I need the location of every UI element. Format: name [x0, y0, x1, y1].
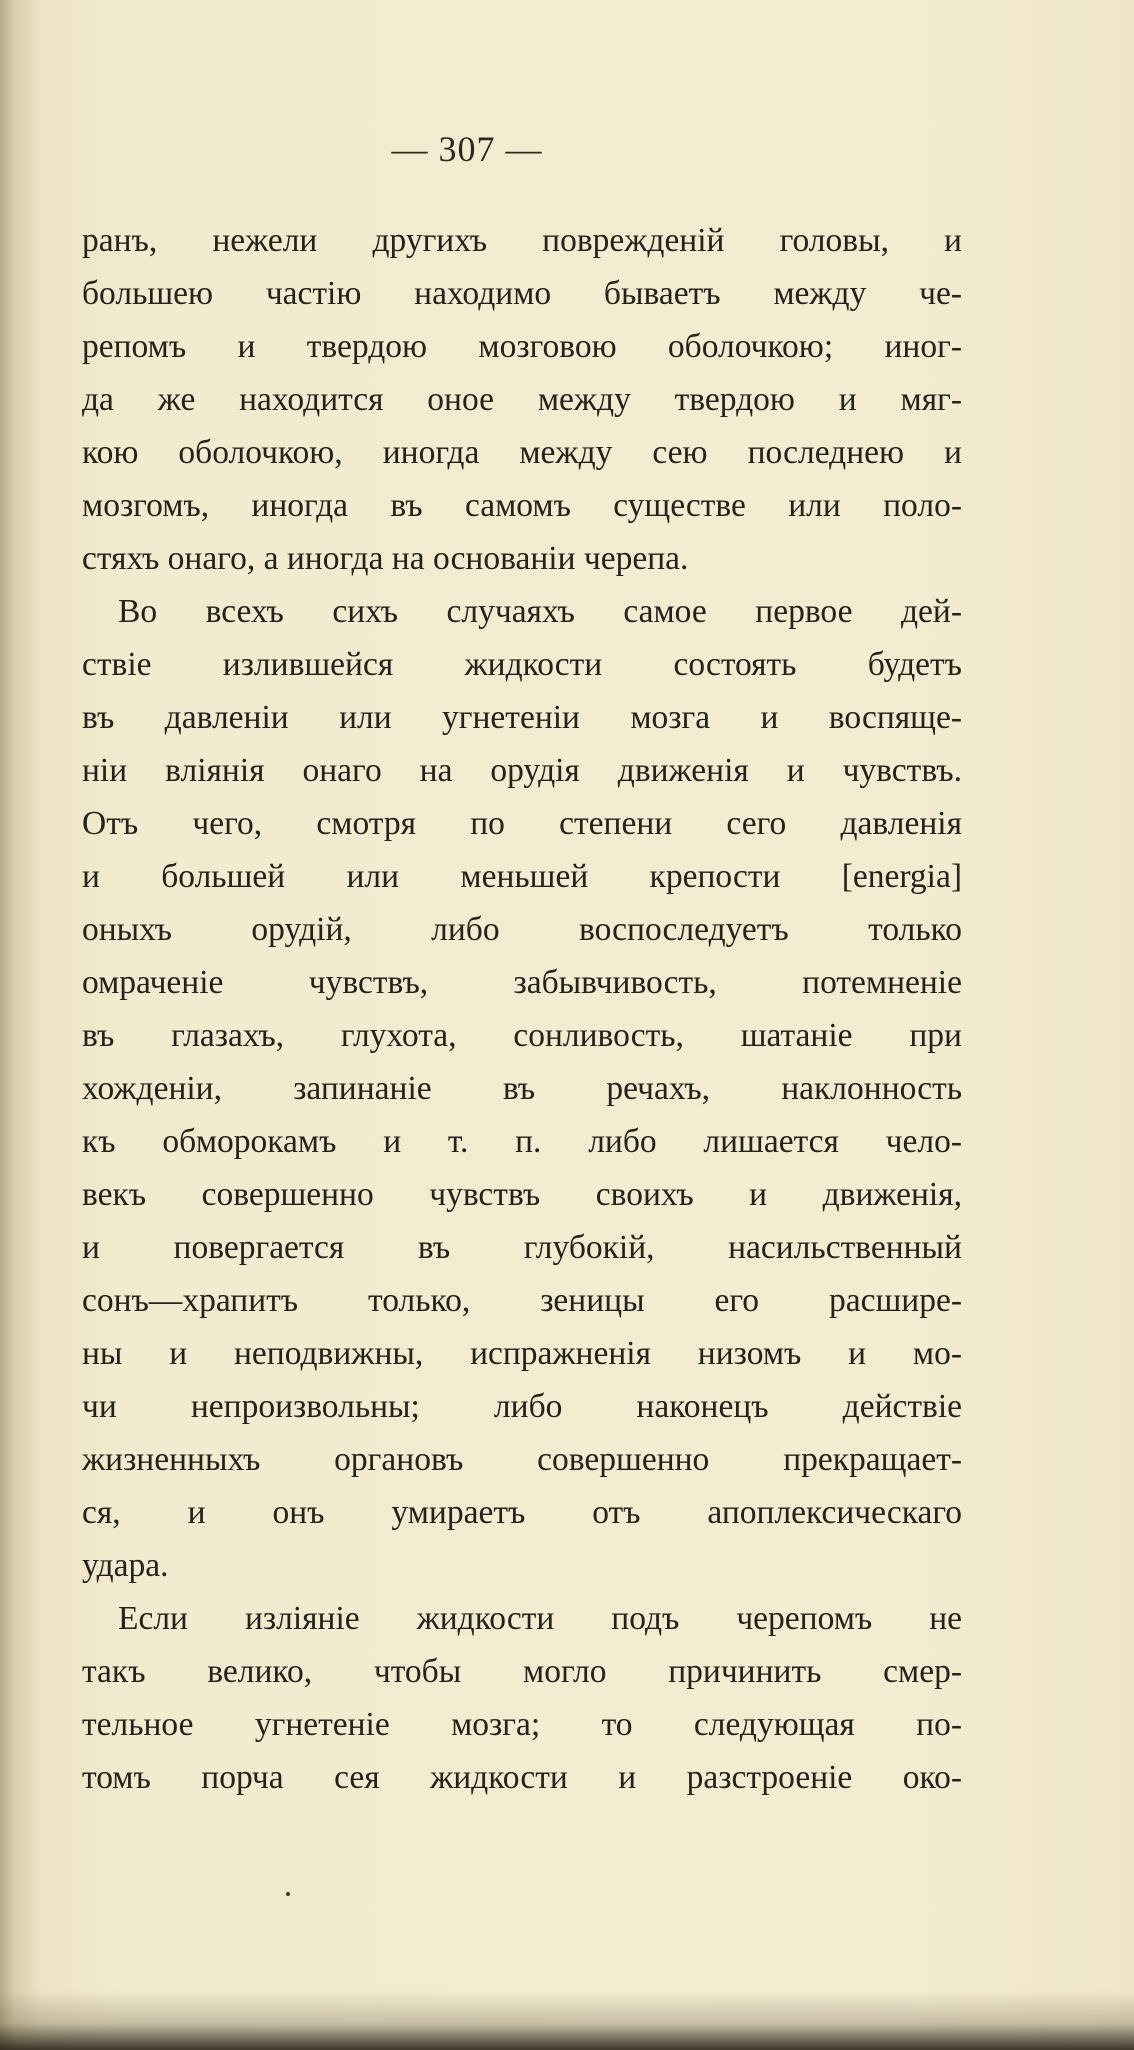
text-line: репомъ и твердою мозговою оболочкою; иног- — [82, 328, 962, 365]
page-bottom-shadow — [0, 1990, 1134, 2050]
text-line: Если изліяніе жидкости подъ черепомъ не — [118, 1600, 962, 1637]
text-line: жизненныхъ органовъ совершенно прекращает- — [82, 1441, 962, 1478]
text-line: и большей или меньшей крепости [energia] — [82, 858, 962, 895]
page-number: — 307 — — [391, 129, 543, 169]
text-line: Отъ чего, смотря по степени сего давленія — [82, 805, 962, 842]
text-line: да же находится оное между твердою и мяг- — [82, 381, 962, 418]
text-line: сонъ—храпитъ только, зеницы его расшире- — [82, 1282, 962, 1319]
text-line: векъ совершенно чувствъ своихъ и движенія, — [82, 1176, 962, 1213]
text-line: и повергается въ глубокій, насильственный — [82, 1229, 962, 1266]
body-text — [82, 214, 962, 1804]
text-line: стяхъ онаго, а иногда на основаніи черепа. — [82, 540, 689, 577]
text-line: Во всехъ сихъ случаяхъ самое первое дей- — [118, 593, 962, 630]
text-line: омраченіе чувствъ, забывчивость, потемненіе — [82, 964, 962, 1001]
text-line: ны и неподвижны, испражненія низомъ и мо- — [82, 1335, 962, 1372]
text-line: въ давленіи или угнетеніи мозга и воспяще- — [82, 699, 962, 736]
text-line: кою оболочкою, иногда между сею последнею и — [82, 434, 962, 471]
text-line: ніи вліянія онаго на орудія движенія и чувствъ. — [82, 752, 962, 789]
text-line: томъ порча сея жидкости и разстроеніе око- — [82, 1759, 962, 1796]
text-line: тельное угнетеніе мозга; то следующая по- — [82, 1706, 962, 1743]
text-line: ся, и онъ умираетъ отъ апоплексическаго — [82, 1494, 962, 1531]
paragraph-2 — [82, 585, 962, 1592]
text-line: хожденіи, запинаніе въ речахъ, наклонность — [82, 1070, 962, 1107]
text-line: большею частію находимо бываетъ между че- — [82, 275, 962, 312]
text-line: къ обморокамъ и т. п. либо лишается чело- — [82, 1123, 962, 1160]
text-line: такъ велико, чтобы могло причинить смер- — [82, 1653, 962, 1690]
paragraph-3 — [82, 1592, 962, 1804]
text-line: оныхъ орудій, либо воспоследуетъ только — [82, 911, 962, 948]
text-line: чи непроизвольны; либо наконецъ действіе — [82, 1388, 962, 1425]
text-line: мозгомъ, иногда въ самомъ существе или поло- — [82, 487, 962, 524]
paragraph-1 — [82, 214, 962, 585]
text-line: въ глазахъ, глухота, сонливость, шатаніе при — [82, 1017, 962, 1054]
ink-speck — [286, 1892, 290, 1896]
text-line: ранъ, нежели другихъ поврежденій головы, и — [82, 222, 962, 259]
text-line: удара. — [82, 1547, 169, 1584]
text-line: ствіе излившейся жидкости состоять будетъ — [82, 646, 962, 683]
